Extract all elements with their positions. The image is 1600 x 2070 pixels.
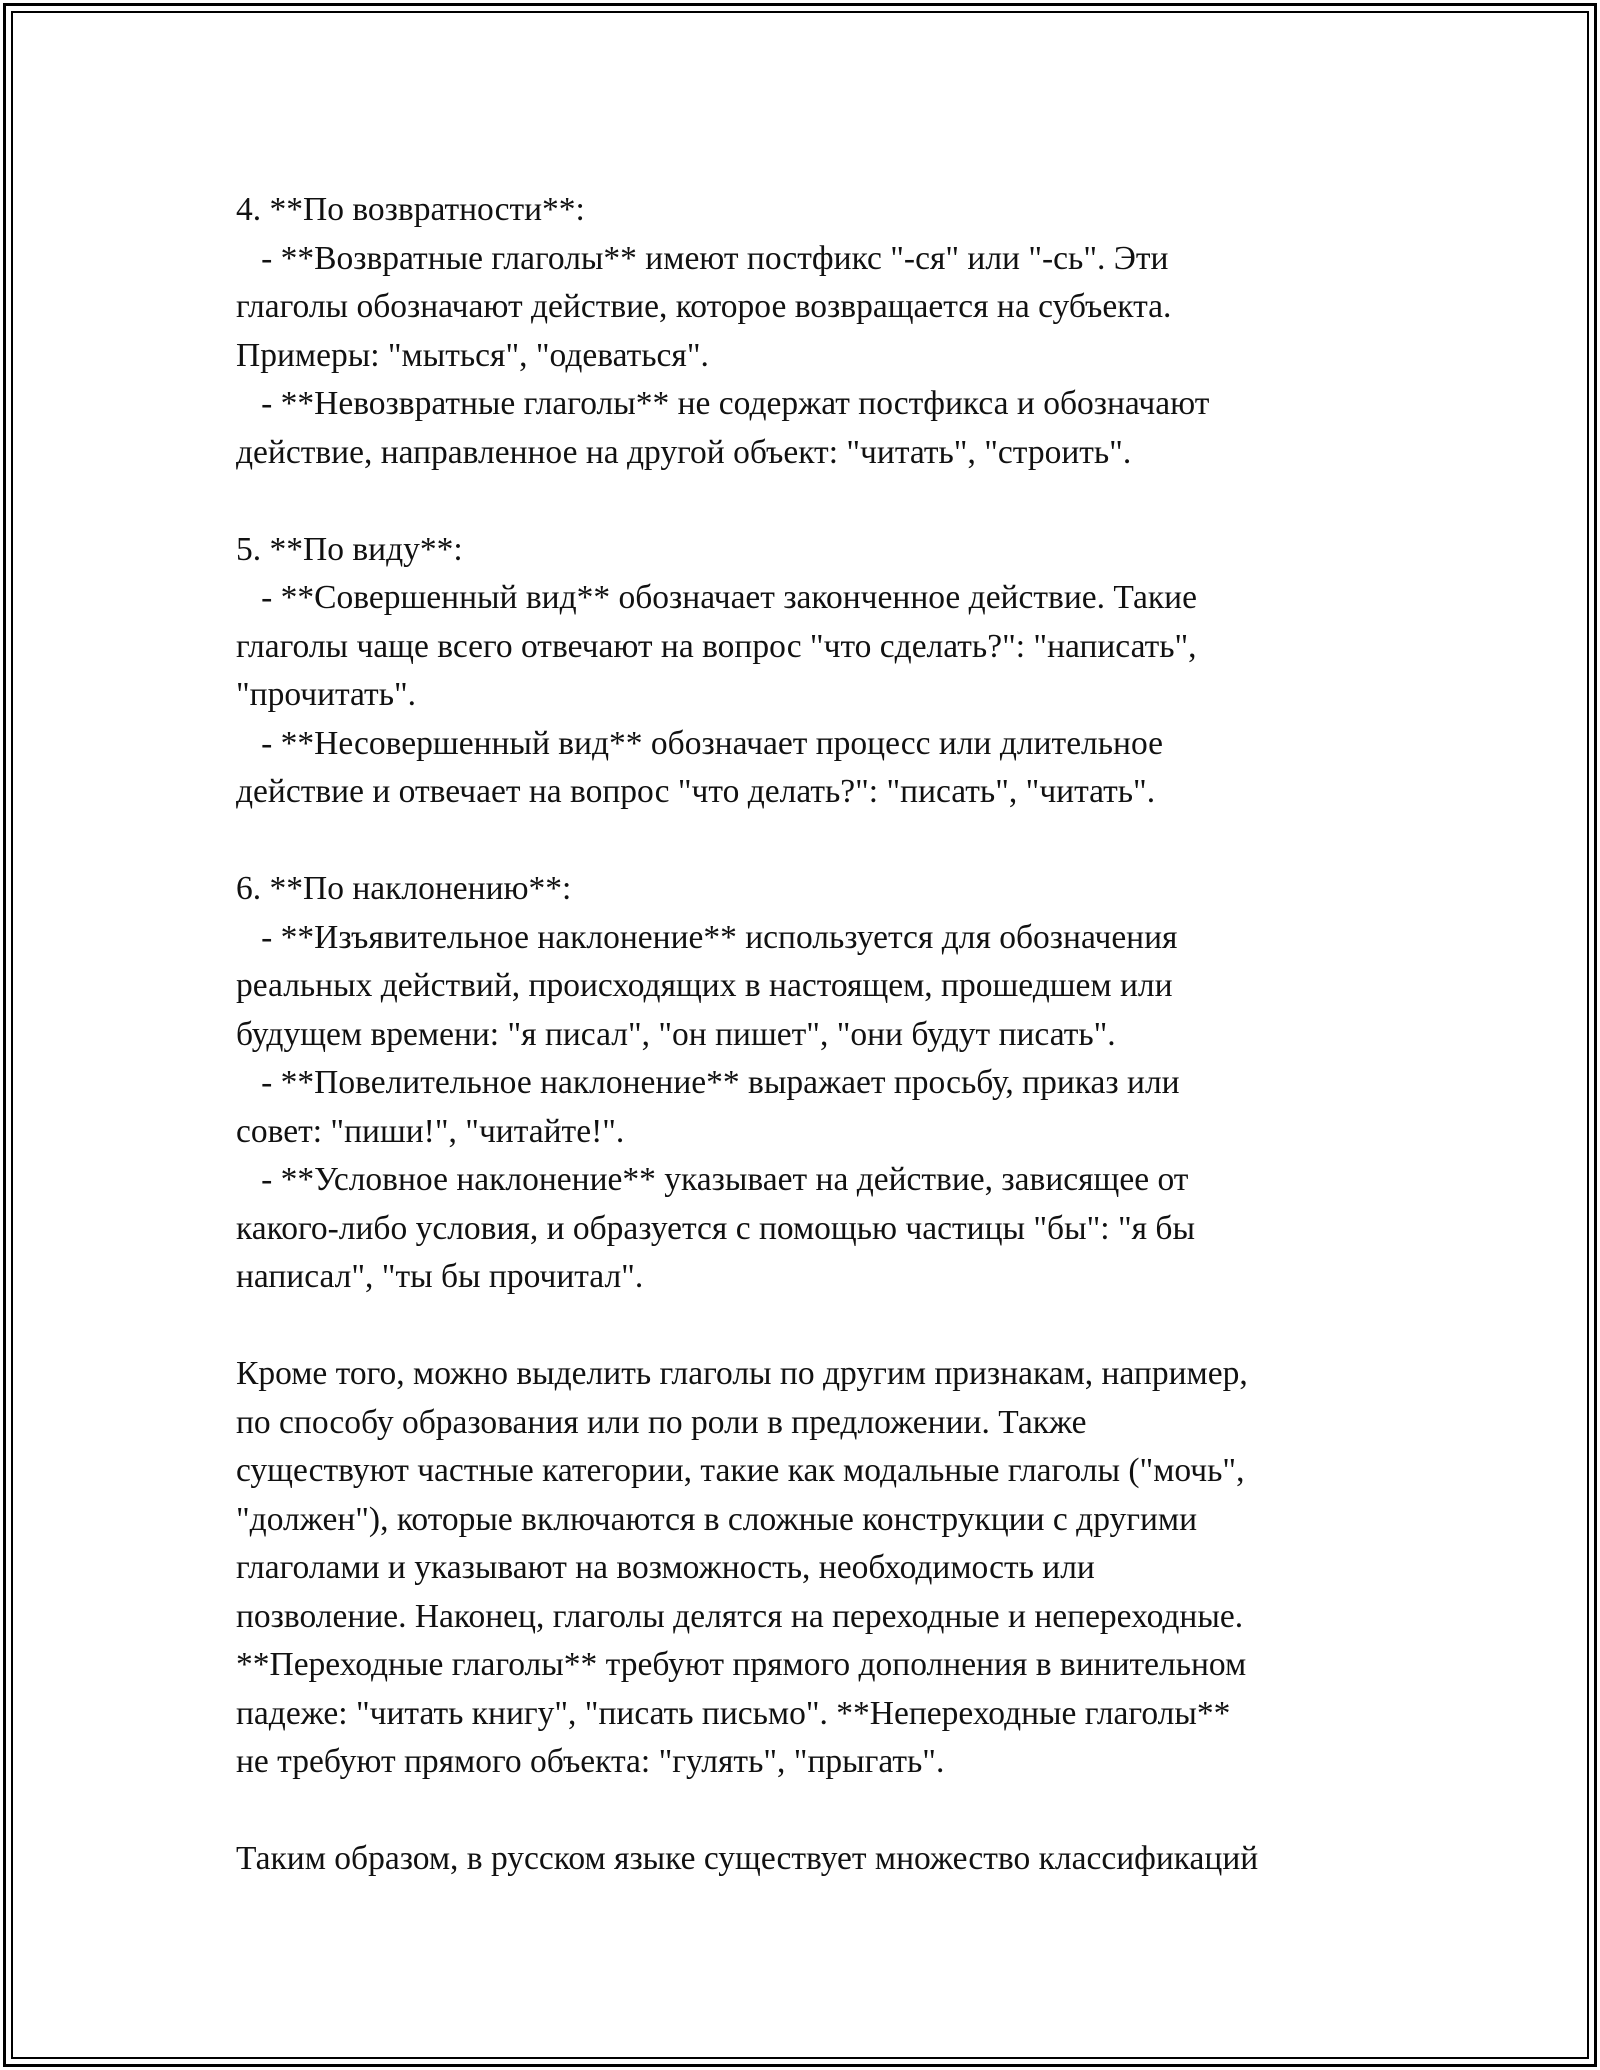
text-line: не требуют прямого объекта: "гулять", "прыгать".: [236, 1743, 945, 1780]
text-line: реальных действий, происходящих в настоящем, прошедшем или: [236, 967, 1173, 1004]
text-line: совет: "пиши!", "читайте!".: [236, 1112, 625, 1150]
text-line: по способу образования или по роли в предложении. Также: [236, 1403, 1087, 1441]
text-line: Примеры: "мыться", "одеваться".: [236, 336, 709, 374]
text-line: действие и отвечает на вопрос "что делать?": "писать", "читать".: [236, 773, 1156, 810]
paragraph-additional: Кроме того, можно выделить глаголы по другим признакам, например,: [236, 1355, 1248, 1392]
section-6-item-indicative: - **Изъявительное наклонение** используется для обозначения: [236, 918, 1178, 956]
paragraph-gap: [236, 817, 1386, 866]
text-line: глаголами и указывают на возможность, необходимость или: [236, 1549, 1095, 1586]
text-line: будущем времени: "я писал", "он пишет", "они будут писать".: [236, 1015, 1116, 1053]
text-line: какого-либо условия, и образуется с помощью частицы "бы": "я бы: [236, 1209, 1195, 1247]
text-line: действие, направленное на другой объект: "читать", "строить".: [236, 433, 1132, 471]
paragraph-gap: [236, 1787, 1386, 1836]
section-4-item-nonreflexive: - **Невозвратные глаголы** не содержат постфикса и обозначают: [236, 385, 1210, 422]
section-5-heading: 5. **По виду**:: [236, 530, 463, 568]
section-6-item-conditional: - **Условное наклонение** указывает на действие, зависящее от: [236, 1161, 1189, 1198]
text-line: глаголы обозначают действие, которое возвращается на субъекта.: [236, 288, 1172, 325]
text-line: "прочитать".: [236, 676, 417, 713]
paragraph-gap: [236, 477, 1386, 526]
text-line: существуют частные категории, такие как модальные глаголы ("мочь",: [236, 1452, 1245, 1489]
section-6-heading: 6. **По наклонению**:: [236, 870, 572, 907]
section-4-item-reflexive: - **Возвратные глаголы** имеют постфикс "-ся" или "-сь". Эти: [236, 239, 1169, 277]
text-line: позволение. Наконец, глаголы делятся на переходные и непереходные.: [236, 1597, 1244, 1635]
text-line: написал", "ты бы прочитал".: [236, 1258, 644, 1295]
text-line: глаголы чаще всего отвечают на вопрос "что сделать?": "написать",: [236, 627, 1197, 665]
paragraph-gap: [236, 1302, 1386, 1351]
document-body: [236, 186, 1386, 1884]
text-line: **Переходные глаголы** требуют прямого дополнения в винительном: [236, 1646, 1247, 1683]
text-line: падеже: "читать книгу", "писать письмо". **Непереходные глаголы**: [236, 1694, 1231, 1732]
section-6-item-imperative: - **Повелительное наклонение** выражает просьбу, приказ или: [236, 1064, 1180, 1101]
section-5-item-perfective: - **Совершенный вид** обозначает законченное действие. Такие: [236, 579, 1197, 616]
section-5-item-imperfective: - **Несовершенный вид** обозначает процесс или длительное: [236, 724, 1164, 762]
text-line: "должен"), которые включаются в сложные конструкции с другими: [236, 1500, 1198, 1538]
section-4-heading: 4. **По возвратности**:: [236, 191, 585, 228]
paragraph-conclusion: Таким образом, в русском языке существует множество классификаций: [236, 1840, 1259, 1877]
